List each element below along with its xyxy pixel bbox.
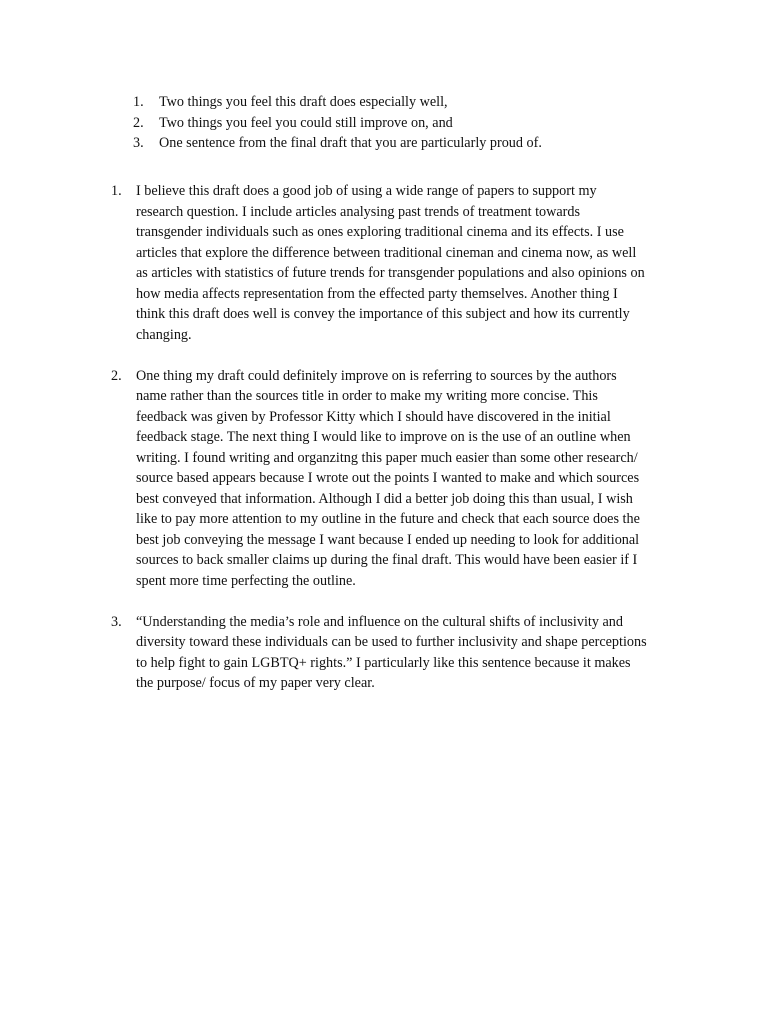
prompt-list (133, 92, 693, 154)
prompt-item (133, 113, 693, 134)
prompt-item (133, 133, 693, 154)
prompt-text: Two things you feel you could still improve on, and (159, 114, 453, 131)
answer-line: spent more time perfecting the outline. (136, 572, 356, 589)
answer-line: sources to back smaller claims up during the final draft. This would have been easier if I (136, 552, 638, 568)
answer-paragraph (111, 612, 681, 694)
prompt-text: Two things you feel this draft does especially well, (159, 94, 448, 110)
answer-line: feedback was given by Professor Kitty which I should have discovered in the initial (136, 408, 611, 425)
answer-line: to help fight to gain LGBTQ+ rights.” I particularly like this sentence because it makes (136, 654, 631, 671)
answer-line: transgender individuals such as ones exploring traditional cinema and its effects. I use (136, 224, 624, 240)
answer-paragraph (111, 366, 681, 592)
answer-number: 2. (111, 367, 122, 384)
answer-line: One thing my draft could definitely improve on is referring to sources by the authors (136, 367, 617, 384)
answer-number: 1. (111, 183, 122, 199)
answer-line: feedback stage. The next thing I would like to improve on is the use of an outline when (136, 429, 631, 445)
answer-line: think this draft does well is convey the importance of this subject and how its currently (136, 306, 630, 322)
answer-list (111, 181, 681, 714)
answer-line: changing. (136, 326, 192, 343)
prompt-number: 2. (133, 114, 144, 131)
answer-line: as articles with statistics of future trends for transgender populations and also opinions on (136, 265, 645, 281)
answer-line: best job conveying the message I want because I ended up needing to look for additional (136, 531, 640, 548)
answer-line: “Understanding the media’s role and influence on the cultural shifts of inclusivity and (136, 613, 623, 630)
prompt-number: 3. (133, 135, 144, 151)
answer-line: diversity toward these individuals can be used to further inclusivity and shape perceptions (136, 634, 647, 650)
answer-line: the purpose/ focus of my paper very clear. (136, 675, 375, 691)
answer-line: writing. I found writing and organzitng this paper much easier than some other research/ (136, 449, 638, 466)
answer-line: how media affects representation from the effected party themselves. Another thing I (136, 285, 618, 302)
prompt-item (133, 92, 693, 113)
answer-line: best conveyed that information. Although I did a better job doing this than usual, I wish (136, 490, 633, 507)
answer-line: articles that explore the difference between traditional cineman and cinema now, as well (136, 244, 637, 261)
prompt-number: 1. (133, 94, 144, 110)
answer-line: name rather than the sources title in order to make my writing more concise. This (136, 388, 598, 404)
answer-number: 3. (111, 613, 122, 630)
answer-line: like to pay more attention to my outline in the future and check that each source does the (136, 511, 640, 527)
answer-line: I believe this draft does a good job of using a wide range of papers to support my (136, 183, 597, 199)
answer-paragraph (111, 181, 681, 345)
answer-line: source based appears because I wrote out the points I wanted to make and which sources (136, 470, 640, 486)
answer-line: research question. I include articles analysing past trends of treatment towards (136, 203, 580, 220)
prompt-text: One sentence from the final draft that you are particularly proud of. (159, 135, 542, 151)
